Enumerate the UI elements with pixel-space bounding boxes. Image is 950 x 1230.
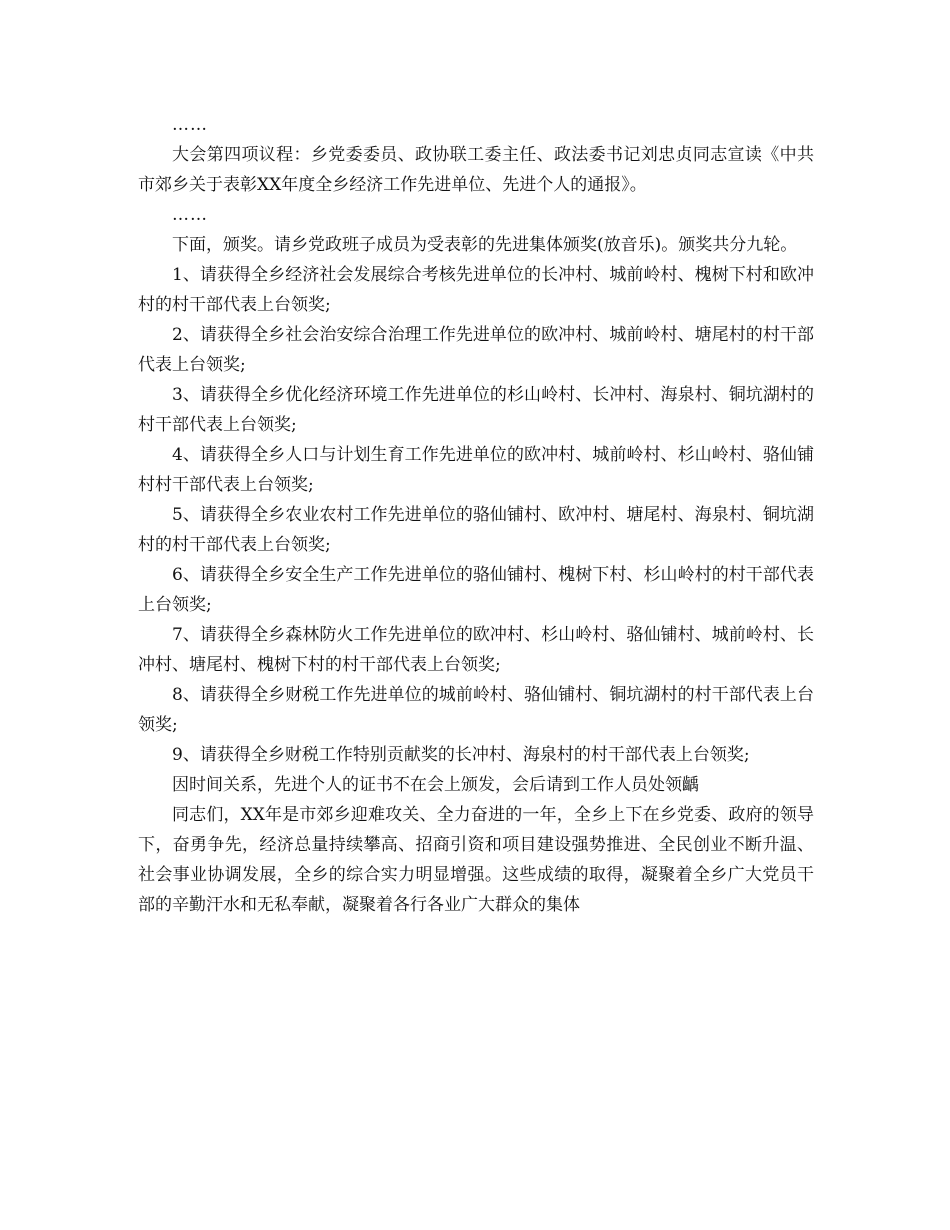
ellipsis-line: ……	[172, 205, 208, 225]
paragraph-award-round-3: 3、请获得全乡优化经济环境工作先进单位的杉山岭村、长冲村、海泉村、铜坑湖村的村干部代表上台领奖;	[138, 385, 814, 435]
paragraph-award-round-1: 1、请获得全乡经济社会发展综合考核先进单位的长冲村、城前岭村、槐树下村和欧冲村的村干部代表上台领奖;	[138, 265, 814, 315]
paragraph-award-round-4: 4、请获得全乡人口与计划生育工作先进单位的欧冲村、城前岭村、杉山岭村、骆仙铺村村干部代表上台领奖;	[138, 445, 814, 495]
document-body	[138, 110, 814, 920]
paragraph-award-round-9: 9、请获得全乡财税工作特别贡献奖的长冲村、海泉村的村干部代表上台领奖;	[172, 745, 750, 765]
paragraph-agenda-item-four: 大会第四项议程：乡党委委员、政协联工委主任、政法委书记刘忠贞同志宣读《中共市郊乡关于表彰XX年度全乡经济工作先进单位、先进个人的通报》。	[138, 145, 814, 195]
paragraph-award-round-6: 6、请获得全乡安全生产工作先进单位的骆仙铺村、槐树下村、杉山岭村的村干部代表上台领奖;	[138, 565, 814, 615]
paragraph-award-round-7: 7、请获得全乡森林防火工作先进单位的欧冲村、杉山岭村、骆仙铺村、城前岭村、长冲村、塘尾村、槐树下村的村干部代表上台领奖;	[138, 625, 814, 675]
paragraph-award-round-8: 8、请获得全乡财税工作先进单位的城前岭村、骆仙铺村、铜坑湖村的村干部代表上台领奖;	[138, 685, 814, 735]
ellipsis-line: ……	[172, 115, 208, 135]
paragraph-certificate-note: 因时间关系，先进个人的证书不在会上颁发，会后请到工作人员处领齲	[172, 775, 699, 795]
paragraph-award-round-2: 2、请获得全乡社会治安综合治理工作先进单位的欧冲村、城前岭村、塘尾村的村干部代表上台领奖;	[138, 325, 814, 375]
paragraph-speech-summary: 同志们，XX年是市郊乡迎难攻关、全力奋进的一年，全乡上下在乡党委、政府的领导下，奋勇争先，经济总量持续攀高、招商引资和项目建设强势推进、全民创业不断升温、社会事业协调发展，全乡的综合实力明显增强。这些成绩的取得，凝聚着全乡广大党员干部的辛勤汗水和无私奉献，凝聚着各行各业广大群众的集体	[138, 805, 814, 915]
paragraph-award-round-5: 5、请获得全乡农业农村工作先进单位的骆仙铺村、欧冲村、塘尾村、海泉村、铜坑湖村的村干部代表上台领奖;	[138, 505, 814, 555]
paragraph-award-intro: 下面，颁奖。请乡党政班子成员为受表彰的先进集体颁奖(放音乐)。颁奖共分九轮。	[172, 235, 798, 255]
